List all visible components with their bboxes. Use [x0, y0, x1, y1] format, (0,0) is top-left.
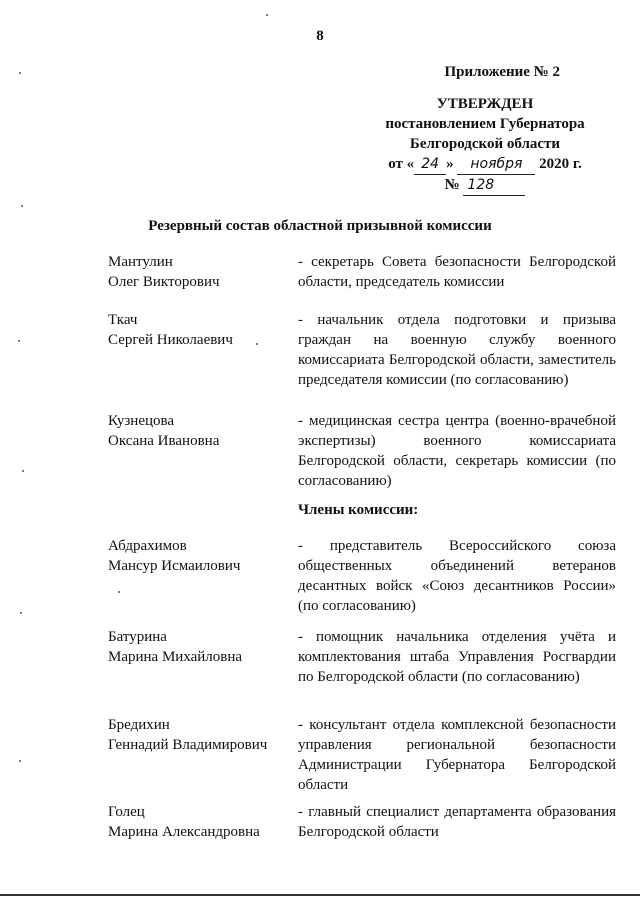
- date-day: 24: [414, 154, 446, 175]
- approved-heading: УТВЕРЖДЕН: [436, 96, 534, 112]
- person-name: [108, 715, 288, 755]
- date-quote-close: »: [446, 156, 454, 172]
- person-role: - начальник отдела подготовки и призыва граждан на военную службу военного комиссариата Белгородской области, заместитель председателя комиссии (по согласованию): [298, 312, 616, 388]
- person-surname: Голец: [108, 804, 145, 820]
- scan-speck: [266, 14, 268, 16]
- person-name: [108, 627, 288, 667]
- person-given-names: Олег Викторович: [108, 274, 220, 290]
- scan-speck: [19, 760, 21, 762]
- person-given-names: Оксана Ивановна: [108, 433, 220, 449]
- person-name: [108, 802, 288, 842]
- person-surname: Абдрахимов: [108, 538, 187, 554]
- person-surname: Кузнецова: [108, 413, 175, 429]
- person-role: - главный специалист департамента образования Белгородской области: [298, 804, 616, 840]
- person-role: - помощник начальника отделения учёта и комплектования штаба Управления Росгвардии по Белгородской области (по согласованию): [298, 629, 616, 685]
- scan-speck: [22, 470, 24, 472]
- scan-speck: [256, 343, 258, 345]
- scan-edge-line: [0, 894, 640, 896]
- person-name: [108, 536, 288, 576]
- scan-speck: [19, 72, 21, 74]
- person-given-names: Марина Михайловна: [108, 649, 243, 665]
- person-given-names: Марина Александровна: [108, 824, 260, 840]
- document-title: Резервный состав областной призывной комиссии: [148, 218, 492, 234]
- person-role: - представитель Всероссийского союза общественных объединений ветеранов десантных войск «Союз десантников России» (по согласованию): [298, 538, 616, 614]
- person-role: - секретарь Совета безопасности Белгородской области, председатель комиссии: [298, 254, 616, 290]
- person-role: - консультант отдела комплексной безопасности управления региональной безопасности Администрации Губернатора Белгородской области: [298, 717, 616, 793]
- person-name: [108, 411, 288, 451]
- approved-by-line1: постановлением Губернатора: [385, 116, 585, 132]
- person-surname: Мантулин: [108, 254, 173, 270]
- scan-speck: [118, 591, 120, 593]
- person-given-names: Мансур Исмаилович: [108, 558, 241, 574]
- scan-speck: [18, 340, 20, 342]
- date-prefix: от «: [388, 156, 415, 172]
- approval-number: [370, 175, 600, 196]
- person-given-names: Геннадий Владимирович: [108, 737, 268, 753]
- person-surname: Батурина: [108, 629, 167, 645]
- page-number: 8: [316, 28, 324, 44]
- appendix-label: Приложение № 2: [444, 64, 560, 80]
- number-value: 128: [463, 175, 525, 196]
- date-month: ноября: [457, 154, 535, 175]
- number-prefix: №: [444, 177, 460, 193]
- person-name: [108, 252, 288, 292]
- person-surname: Бредихин: [108, 717, 170, 733]
- scan-speck: [20, 612, 22, 614]
- members-heading: Члены комиссии:: [298, 502, 419, 518]
- date-year: 2020 г.: [539, 156, 582, 172]
- approval-block: [370, 94, 600, 196]
- approved-by-line2: Белгородской области: [409, 136, 561, 152]
- scan-speck: [21, 205, 23, 207]
- approval-date: [370, 154, 600, 175]
- person-role: - медицинская сестра центра (военно-врачебной экспертизы) военного комиссариата Белгородской области, секретарь комиссии (по согласованию): [298, 413, 616, 489]
- person-given-names: Сергей Николаевич: [108, 332, 233, 348]
- person-name: [108, 310, 288, 350]
- person-surname: Ткач: [108, 312, 138, 328]
